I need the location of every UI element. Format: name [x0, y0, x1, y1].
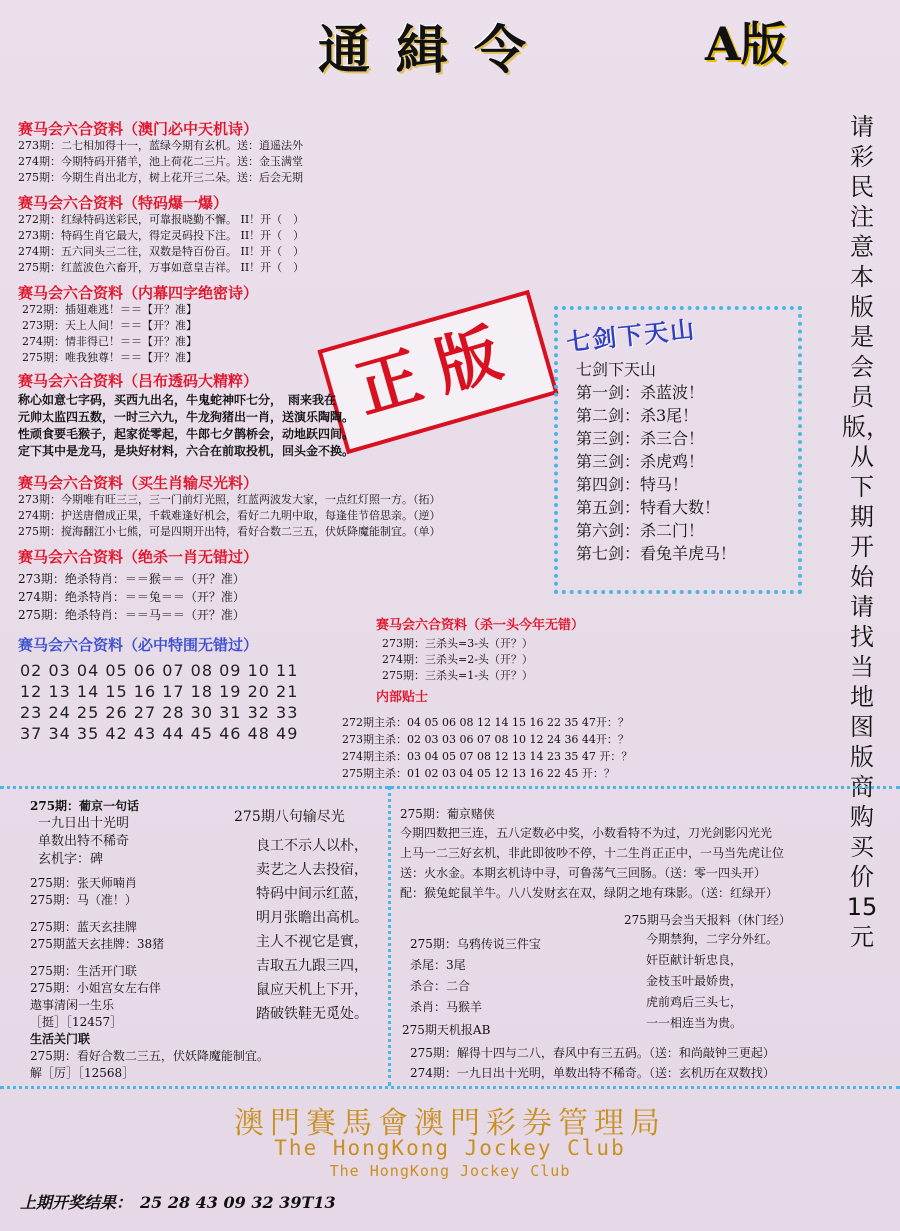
list-item: 杀尾：3尾 — [410, 958, 466, 972]
box-c-title: 275期：葡京赌侠 — [400, 807, 495, 821]
seven-swords-heading: 七剑下天山 — [565, 314, 698, 357]
section-title-4: 赛马会六合资料（吕布透码大精粹） — [18, 372, 259, 390]
list-item: 274期：五六同头三二往，双数是特百份百。 II！开（ ） — [18, 245, 305, 258]
divider-bottom — [0, 1086, 900, 1089]
list-item: 第一剑：杀蓝波！ — [576, 383, 705, 402]
list-item: 275期蓝天玄挂牌：38猪 — [30, 937, 165, 951]
list-item: 275期：看好合数二三五，伏妖降魔能制宜。 — [30, 1049, 269, 1063]
list-item: 273期：天上人间！＝＝【开？准】 — [22, 319, 197, 332]
list-item: 274期：绝杀特肖：＝＝兔＝＝（开？准） — [18, 590, 245, 604]
list-item: 称心如意七字码，买西九出名，牛鬼蛇神吓七分， 雨来我在 — [18, 393, 337, 407]
list-item: 275期：乌鸦传说三件宝 — [410, 937, 541, 951]
list-item: 275期：三杀头=1-头（开？） — [382, 669, 533, 682]
list-item: 杀合：二合 — [410, 979, 471, 993]
list-item: 性顽食要毛猴子，起家從零起，牛郎七夕鹊桥会，动地跃四间。 — [18, 427, 355, 441]
box-d-title: 275期马会当天报料（休门经） — [624, 913, 791, 927]
list-item: 274期：三杀头=2-头（开？） — [382, 653, 533, 666]
list-item: 273期：特码生肖它最大，得定灵码投下注。 II！开（ ） — [18, 229, 305, 242]
list-item: 鼠应天机上下开， — [256, 982, 368, 998]
list-item: 275期：张天师喃肖 — [30, 876, 137, 890]
box-f-title: 275期天机报AB — [402, 1023, 491, 1037]
section-5-lines — [18, 492, 441, 540]
inside-tips-lines — [342, 714, 632, 782]
list-item: 第二剑：杀3尾！ — [576, 406, 699, 425]
list-item: 配：猴兔蛇鼠羊牛。八八发财玄在双，绿阴之地有珠影。（送：红绿开） — [400, 886, 779, 900]
box-b — [234, 806, 368, 1026]
section-1-lines — [18, 138, 303, 186]
number-row: 02 03 04 05 06 07 08 09 10 11 — [20, 661, 299, 680]
section-8-lines — [382, 636, 533, 684]
seven-swords-list — [576, 358, 736, 565]
number-row: 12 13 14 15 16 17 18 19 20 21 — [20, 682, 299, 701]
list-item: 273期：今期唯有旺三三，三一门前灯光照，红蓝两波发大家，一点红灯照一方。（拓） — [18, 493, 441, 506]
inside-tips-title: 内部贴士 — [376, 690, 429, 705]
list-item: 275期：小姐宫女左右伴 — [30, 981, 161, 995]
list-item: 274期：护送唐僧成正果，千载难逢好机会，看好二九明中取，每逢佳节倍思亲。（逆） — [18, 509, 441, 522]
list-item: 275期：搅海翻江小七熊，可是四期开出特，看好合数二三五，伏妖降魔能制宜。（单） — [18, 525, 441, 538]
section-title-5: 赛马会六合资料（买生肖输尽光料） — [18, 474, 259, 492]
number-row: 23 24 25 26 27 28 30 31 32 33 — [20, 703, 299, 722]
list-item: 275期：解得十四与二八，春风中有三五码。（送：和尚敲钟三更起） — [410, 1046, 775, 1060]
list-item: 解［厉］［12568］ — [30, 1066, 135, 1080]
list-item: 良工不示人以朴， — [256, 838, 368, 854]
list-item: 275期：唯我独尊！＝＝【开？准】 — [22, 351, 197, 364]
list-item: 第七剑：看兔羊虎马！ — [576, 544, 737, 563]
number-grid — [20, 660, 298, 744]
footer-english-name: The HongKong Jockey Club — [274, 1136, 626, 1160]
list-item: 275期：葡京一句话 — [30, 799, 140, 813]
section-3-lines — [22, 302, 197, 366]
list-item: 七剑下天山 — [576, 360, 657, 379]
list-item: 275期：马（准！） — [30, 893, 137, 907]
edition-label: A版 — [705, 17, 787, 71]
box-c — [400, 806, 784, 903]
box-e — [410, 934, 541, 1018]
page-title: 通緝令 — [318, 20, 553, 81]
list-item: 一一相连当为贵。 — [646, 1016, 743, 1030]
list-item: 275期主杀：01 02 03 04 05 12 13 16 22 45 开：？ — [342, 767, 615, 780]
divider-top — [0, 786, 900, 789]
section-title-8: 赛马会六合资料（杀一头今年无错） — [376, 618, 585, 633]
list-item: 今期禁狗，二字分外红。 — [646, 932, 779, 946]
footer-english-name-small: The HongKong Jockey Club — [329, 1162, 571, 1180]
list-item: 275期：红蓝波色六畜开，万事如意皇吉祥。 II！开（ ） — [18, 261, 305, 274]
list-item: 273期主杀：02 03 03 06 07 08 10 12 24 36 44开：？ — [342, 733, 629, 746]
list-item: 卖艺之人去投宿， — [256, 862, 368, 878]
authentic-stamp: 正版 — [317, 290, 558, 454]
section-4-lines — [18, 392, 354, 460]
section-title-3: 赛马会六合资料（内幕四字绝密诗） — [18, 284, 259, 302]
box-f — [402, 1022, 775, 1083]
list-item: 特码中间示红蓝， — [256, 886, 368, 902]
list-item: 踏破铁鞋无觅处。 — [256, 1006, 368, 1022]
list-item: 遨事清闲一生乐 — [30, 998, 115, 1012]
list-item: 275期：今期生肖出北方，树上花开三二朵。送：后会无期 — [18, 171, 303, 184]
footer-chinese-name: 澳門賽馬會澳門彩券管理局 — [234, 1106, 666, 1141]
section-6-lines — [18, 570, 245, 624]
list-item: 第三剑：杀虎鸡！ — [576, 452, 705, 471]
list-item: 第五剑：特看大数！ — [576, 498, 721, 517]
list-item: 274期：今期特码开猪羊，池上荷花二三片。送：金玉满堂 — [18, 155, 303, 168]
list-item: 275期：蓝天玄挂牌 — [30, 920, 137, 934]
list-item: 虎前鸡后三头七， — [646, 995, 743, 1009]
list-item: 定下其中是龙马，是块好材料，六合在前取投机，回头金不换。 — [18, 444, 355, 458]
list-item: 主人不视它是實， — [256, 934, 368, 950]
list-item: 今期四数把三连，五八定数必中奖，小数看特不为过，刀光剑影闪光光 — [400, 826, 773, 840]
section-title-7: 赛马会六合资料（必中特围无错过） — [18, 636, 259, 654]
box-d — [624, 912, 791, 1034]
list-item: 奸臣献计斩忠良， — [646, 953, 743, 967]
list-item: 275期：绝杀特肖：＝＝马＝＝（开？准） — [18, 608, 245, 622]
list-item: 吉取五九跟三四， — [256, 958, 368, 974]
divider-vertical — [388, 786, 391, 1086]
list-item: 275期：生活开门联 — [30, 964, 137, 978]
list-item: 杀肖：马猴羊 — [410, 1000, 483, 1014]
list-item: 生活关门联 — [30, 1032, 91, 1046]
side-notice: 请彩民注意本版是会员版，从下期开始请找当地图版商购买价15元 — [842, 113, 890, 951]
list-item: 274期：一九日出十光明，单数出特不稀奇。（送：玄机历在双数找） — [410, 1066, 775, 1080]
list-item: 元帅太监四五数，一时三六九，牛龙狗猪出一肖，送演乐陶陶。 — [18, 410, 355, 424]
list-item: 明月张瞻出高机。 — [256, 910, 368, 926]
list-item: 273期：三杀头=3-头（开？） — [382, 637, 533, 650]
list-item: 一九日出十光明 — [38, 816, 130, 831]
section-title-6: 赛马会六合资料（绝杀一肖无错过） — [18, 548, 259, 566]
list-item: 273期：绝杀特肖：＝＝猴＝＝（开？准） — [18, 572, 245, 586]
list-item: 第六剑：杀二门！ — [576, 521, 705, 540]
list-item: 第四剑：特马！ — [576, 475, 689, 494]
list-item: 272期：插翅难逃！＝＝【开？准】 — [22, 303, 197, 316]
list-item: 274期主杀：03 04 05 07 08 12 13 14 23 35 47 开：？ — [342, 750, 633, 763]
box-b-title: 275期八句输尽光 — [234, 809, 345, 825]
list-item: 上马一二三好玄机，非此即彼吵不停，十二生肖正正中，一马当先虎让位 — [400, 846, 785, 860]
number-row: 37 34 35 42 43 44 45 46 48 49 — [20, 724, 299, 743]
list-item: 272期主杀：04 05 06 08 12 14 15 16 22 35 47开：？ — [342, 716, 629, 729]
list-item: 第三剑：杀三合！ — [576, 429, 705, 448]
section-title-1: 赛马会六合资料（澳门必中天机诗） — [18, 120, 259, 138]
list-item: 金枝玉叶最娇贵， — [646, 974, 743, 988]
list-item: 274期：情非得已！＝＝【开？准】 — [22, 335, 197, 348]
list-item: 玄机字：碑 — [38, 852, 104, 867]
last-draw-result: 上期开奖结果： 25 28 43 09 32 39T13 — [20, 1193, 336, 1212]
list-item: 273期：二七相加得十一，蓝绿今期有玄机。送：逍遥法外 — [18, 139, 303, 152]
list-item: 272期：红绿特码送彩民，可靠报晓勤不懈。 II！开（ ） — [18, 213, 305, 226]
section-title-2: 赛马会六合资料（特码爆一爆） — [18, 194, 229, 212]
list-item: ［挺］［12457］ — [30, 1015, 123, 1029]
list-item: 送：火水金。本期玄机诗中寻，可鲁荡气三回肠。（送：零一四头开） — [400, 866, 767, 880]
section-2-lines — [18, 212, 304, 276]
list-item: 单数出特不稀奇 — [38, 834, 130, 849]
